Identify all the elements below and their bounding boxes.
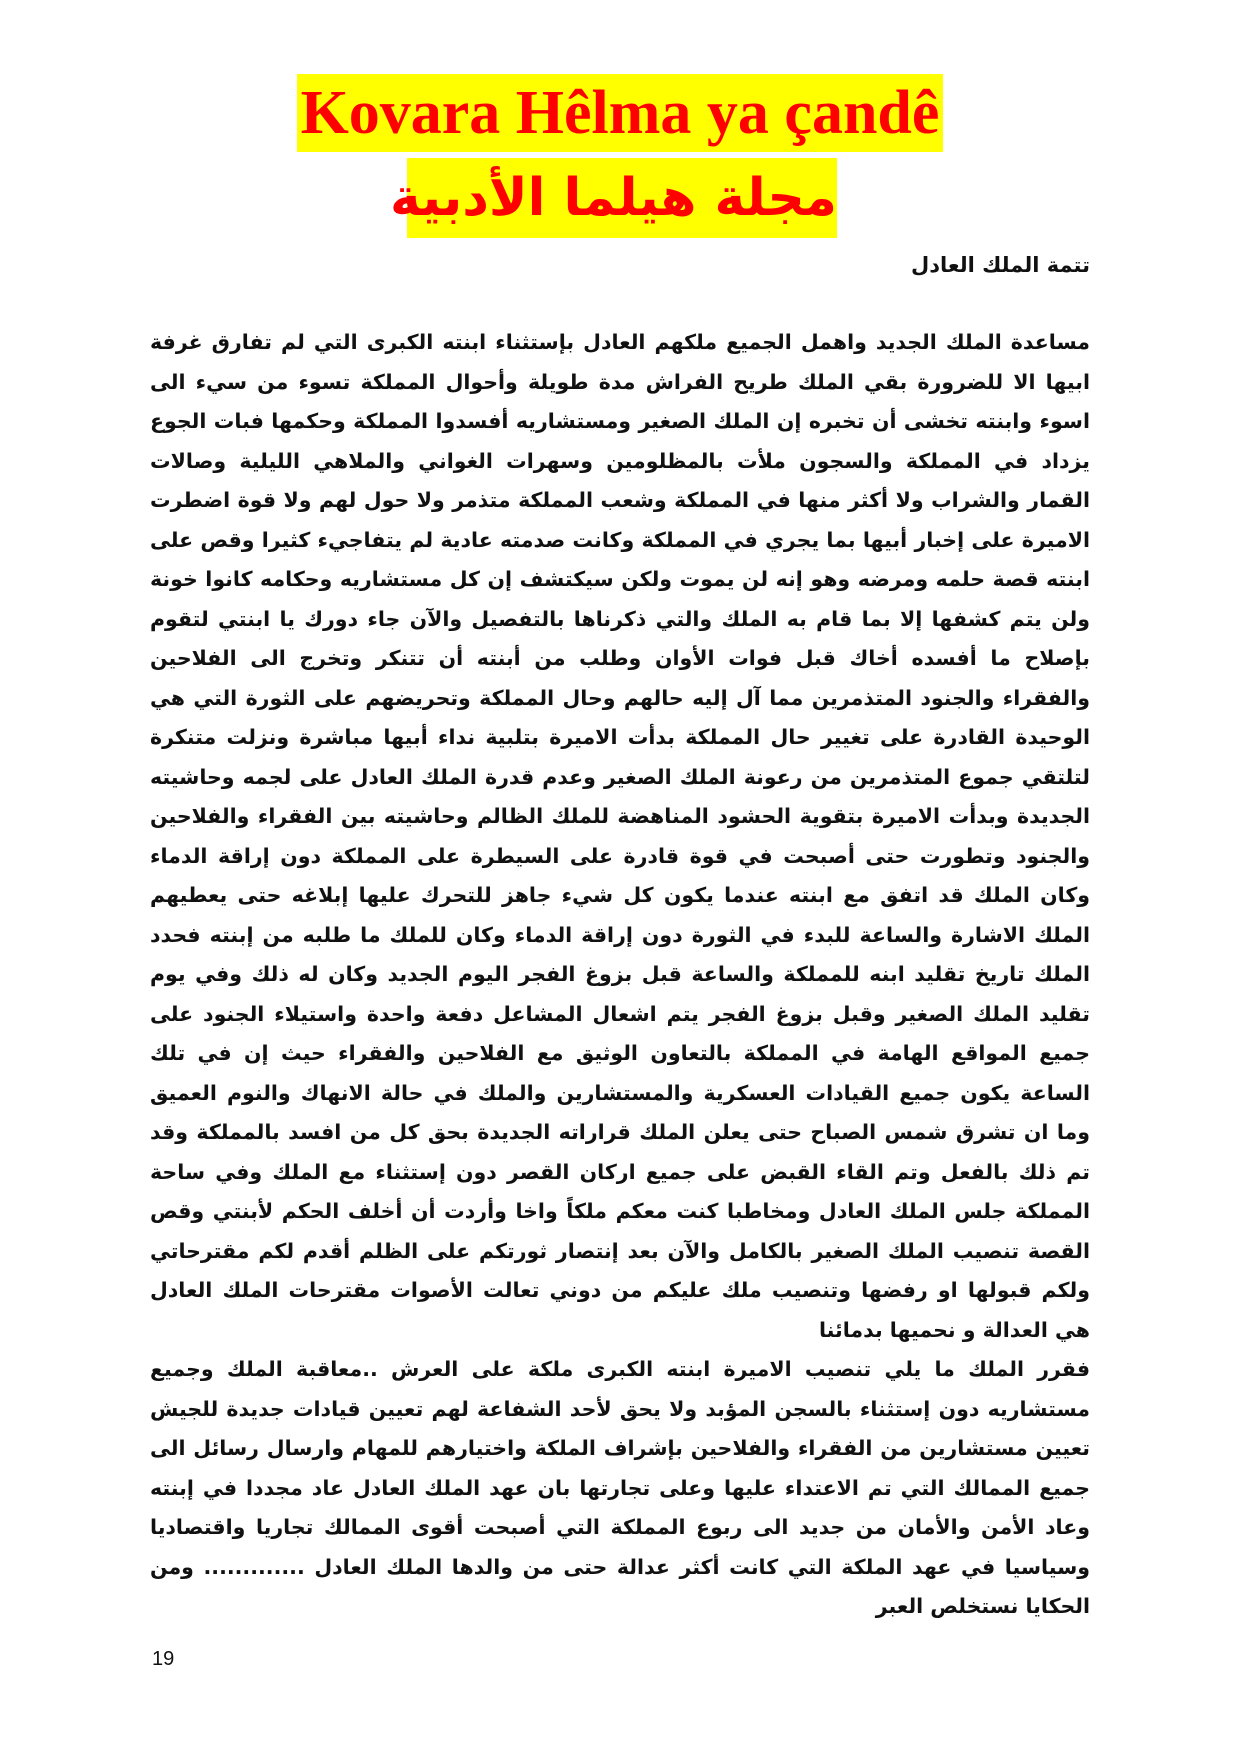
article-paragraph-2: فقرر الملك ما يلي تنصيب الاميرة ابنته الكبرى ملكة على العرش ..معاقبة الملك وجميع مستشاريه دون إستثناء بالسجن المؤبد ولا يحق لأحد الشفاعة لهم تعيين قيادات جديدة للجيش تعيين مستشارين من الفقراء والفلاحين بإشراف الملكة واختيارهم للمهام وارسال رسائل الى جميع الممالك التي تم الاعتداء عليها وعلى تجارتها بان عهد الملك العادل عاد مجددا في إبنته وعاد الأمن والأمان من جديد الى ربوع المملكة التي أصبحت أقوى الممالك تجاريا واقتصاديا وسياسيا في عهد الملكة التي كانت أكثر عدالة حتى من والدها الملك العادل ............. ومن الحكايا نستخلص العبر [150, 1357, 1090, 1618]
article-subtitle: تتمة الملك العادل [910, 253, 1090, 277]
magazine-title-latin: Kovara Hêlma ya çandê [297, 74, 943, 152]
magazine-title-arabic: مجلة هيلما الأدبية [407, 158, 837, 238]
article-body [150, 323, 1090, 1627]
article-paragraph-1: مساعدة الملك الجديد واهمل الجميع ملكهم العادل بإستثناء ابنته الكبرى التي لم تفارق غرفة ابيها الا للضرورة بقي الملك طريح الفراش مدة طويلة وأحوال المملكة تسوء من سيء الى اسوء وابنته تخشى أن تخبره إن الملك الصغير ومستشاريه أفسدوا المملكة وحكمها فبات الجوع يزداد في المملكة والسجون ملأت بالمظلومين وسهرات الغواني والملاهي الليلية وصالات القمار والشراب ولا أكثر منها في المملكة وشعب المملكة متذمر ولا حول لهم ولا قوة اضطرت الاميرة على إخبار أبيها بما يجري في المملكة وكانت صدمته عادية لم يتفاجيء كثيرا وقص على ابنته قصة حلمه ومرضه وهو إنه لن يموت ولكن سيكتشف إن كل مستشاريه وحكامه كانوا خونة ولن يتم كشفها إلا بما قام به الملك والتي ذكرناها بالتفصيل والآن جاء دورك يا ابنتي لتقوم بإصلاح ما أفسده أخاك قبل فوات الأوان وطلب من أبنته أن تتنكر وتخرج الى الفلاحين والفقراء والجنود المتذمرين مما آل إليه حالهم وحال المملكة وتحريضهم على الثورة التي هي الوحيدة القادرة على تغيير حال المملكة بدأت الاميرة بتلبية نداء أبيها مباشرة ونزلت متنكرة لتلتقي جموع المتذمرين من رعونة الملك الصغير وعدم قدرة الملك العادل على لجمه وحاشيته الجديدة وبدأت الاميرة بتقوية الحشود المناهضة للملك الظالم وحاشيته بين الفقراء والفلاحين والجنود وتطورت حتى أصبحت في قوة قادرة على السيطرة على المملكة دون إراقة الدماء وكان الملك قد اتفق مع ابنته عندما يكون كل شيء جاهز للتحرك عليها إبلاغه حتى يعطيهم الملك الاشارة والساعة للبدء في الثورة دون إراقة الدماء وكان للملك ما طلبه من إبنته فحدد الملك تاريخ تقليد ابنه للمملكة والساعة قبل بزوغ الفجر اليوم الجديد وكان له ذلك وفي يوم تقليد الملك الصغير وقبل بزوغ الفجر يتم اشعال المشاعل دفعة واحدة واستيلاء الجنود على جميع المواقع الهامة في المملكة بالتعاون الوثيق مع الفلاحين والفقراء حيث إن في تلك الساعة يكون جميع القيادات العسكرية والمستشارين والملك في حالة الانهاك والنوم العميق وما ان تشرق شمس الصباح حتى يعلن الملك قراراته الجديدة بحق كل من افسد بالمملكة وقد تم ذلك بالفعل وتم القاء القبض على جميع اركان القصر دون إستثناء مع الملك وفي ساحة المملكة جلس الملك العادل ومخاطبا كنت معكم ملكاً واخا وأردت أن أخلف الحكم لأبنتي وقص القصة تنصيب الملك الصغير بالكامل والآن بعد إنتصار ثورتكم على الظلم أقدم لكم مقترحاتي ولكم قبولها او رفضها وتنصيب ملك عليكم من دوني تعالت الأصوات مقترحات الملك العادل هي العدالة و نحميها بدمائنا [150, 330, 1090, 1342]
page-number: 19 [152, 1648, 175, 1670]
